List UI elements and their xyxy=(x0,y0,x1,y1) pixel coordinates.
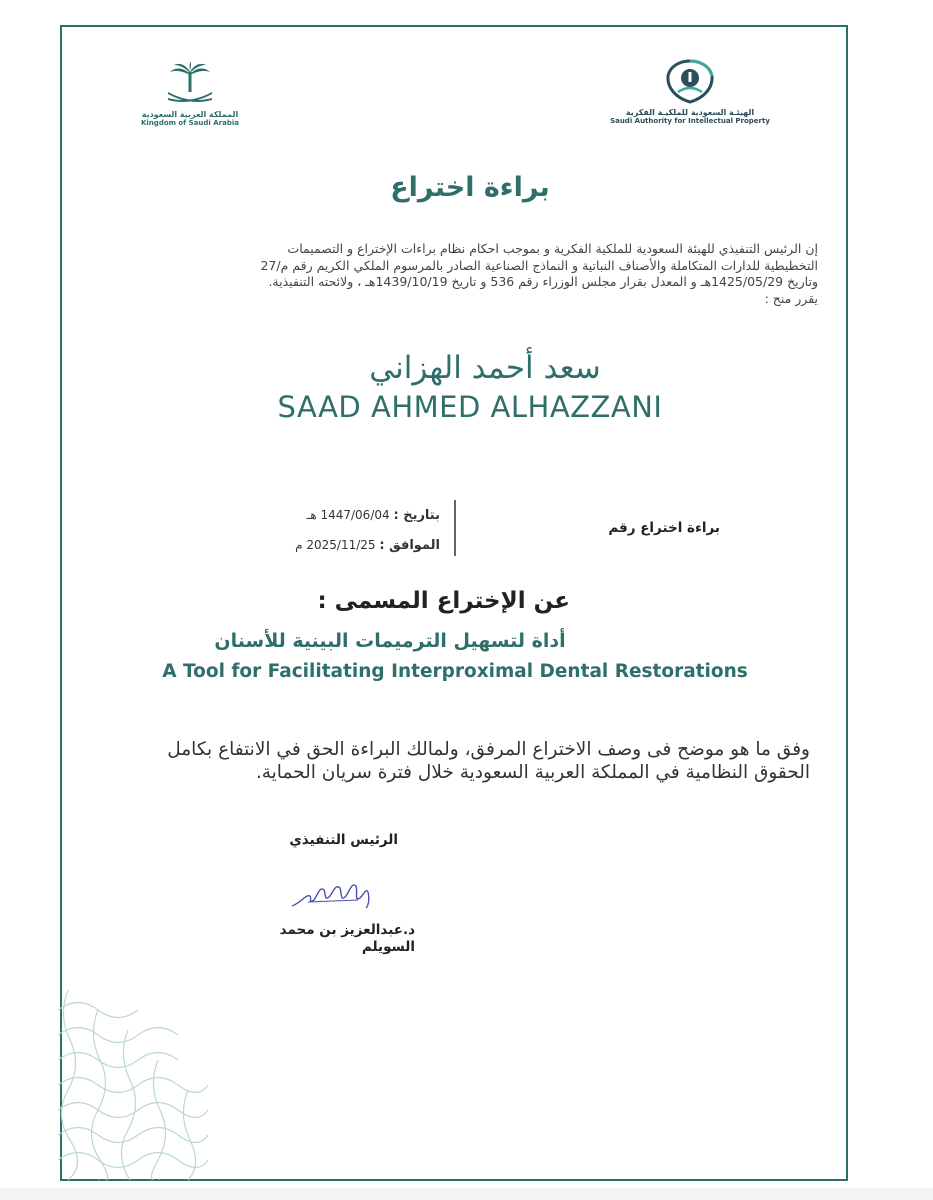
holder-name-arabic: سعد أحمد الهزاني xyxy=(369,350,601,386)
palm-swords-emblem-icon xyxy=(160,62,220,106)
invention-title-arabic: أداة لتسهيل الترميمات البينية للأسنان xyxy=(214,630,566,652)
hijri-date xyxy=(240,508,440,523)
date-divider xyxy=(454,500,456,556)
ceo-name-line: د.عبدالعزيز بن محمد xyxy=(279,922,415,938)
holder-name-english: SAAD AHMED ALHAZZANI xyxy=(277,390,663,424)
certificate-title: براءة اختراع xyxy=(390,172,550,203)
gregorian-date-label: الموافق : xyxy=(379,538,440,553)
ceo-name xyxy=(240,922,415,956)
saip-logo-english: Saudi Authority for Intellectual Property xyxy=(610,117,770,125)
ceo-title: الرئيس التنفيذي xyxy=(289,832,398,848)
intro-line: إن الرئيس التنفيذي للهيئة السعودية للملكية الفكرية و بموجب احكام نظام براءات الإختراع و التصميمات xyxy=(287,241,818,256)
ksa-logo-arabic: المملكة العربية السعودية xyxy=(141,110,239,119)
grant-statement xyxy=(130,738,810,784)
signature-icon xyxy=(288,872,378,912)
hijri-date-label: بتاريخ : xyxy=(393,508,440,523)
invention-heading: عن الإختراع المسمى : xyxy=(317,588,570,614)
gregorian-date-value: 2025/11/25 م xyxy=(295,538,376,552)
patent-number-label: براءة اختراع رقم xyxy=(608,520,720,536)
ceo-name-line: السويلم xyxy=(361,939,415,955)
ksa-logo-english: Kingdom of Saudi Arabia xyxy=(141,119,239,127)
intro-line: وتاريخ 1425/05/29هـ و المعدل بقرار مجلس الوزراء رقم 536 و تاريخ 1439/10/19هـ ، ولائحته التنفيذية. xyxy=(268,274,818,289)
grant-line: وفق ما هو موضح فى وصف الاختراع المرفق، ولمالك البراءة الحق في الانتفاع بكامل xyxy=(167,739,810,760)
intro-line: التخطيطية للدارات المتكاملة والأصناف النباتية و النماذج الصناعية الصادر بالمرسوم الملكي الكريم رقم م/27 xyxy=(260,257,818,273)
gregorian-date xyxy=(240,538,440,553)
hijri-date-value: 1447/06/04 هـ xyxy=(306,508,390,522)
saip-logo xyxy=(575,58,805,130)
intro-line: يقرر منح : xyxy=(764,290,818,306)
grant-line: الحقوق النظامية في المملكة العربية السعودية خلال فترة سريان الحماية. xyxy=(255,762,810,783)
saip-logo-arabic: الهيئـة السعودية للملكيـة الفكرية xyxy=(625,108,755,117)
invention-title-english: A Tool for Facilitating Interproximal Dental Restorations xyxy=(162,661,748,682)
saip-shield-icon xyxy=(664,58,716,104)
ksa-logo xyxy=(100,62,280,132)
intro-paragraph xyxy=(130,241,818,307)
decorative-pattern-icon xyxy=(58,990,208,1180)
